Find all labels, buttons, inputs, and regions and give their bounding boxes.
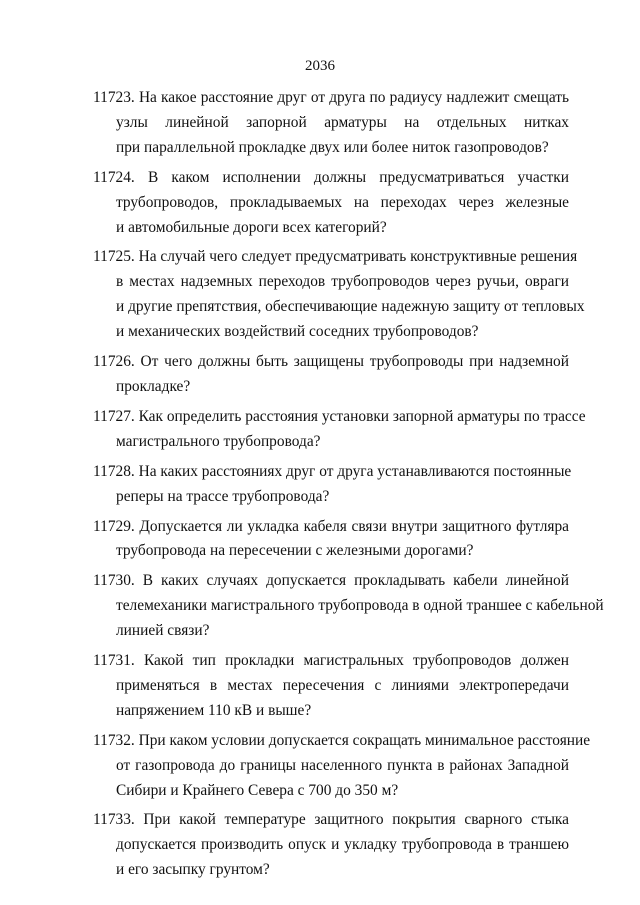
question-11728 xyxy=(93,460,572,510)
question-text: трубопроводов, прокладываемых на переходах через железные xyxy=(116,193,569,211)
question-11730 xyxy=(93,569,604,644)
question-text: прокладке? xyxy=(116,377,191,395)
question-text: В каких случаях допускается прокладывать кабели линейной xyxy=(142,572,569,590)
question-line xyxy=(93,729,591,754)
question-text: Как определить расстояния установки запорной арматуры по трассе xyxy=(138,407,586,425)
question-11732 xyxy=(93,729,591,804)
question-line xyxy=(93,405,586,430)
question-text: в местах надземных переходов трубопроводов через ручьи, овраги xyxy=(116,273,569,291)
question-11729 xyxy=(93,515,569,565)
question-text: реперы на трассе трубопровода? xyxy=(116,487,330,505)
question-line xyxy=(93,808,569,833)
question-text: На случай чего следует предусматривать конструктивные решения xyxy=(138,248,578,266)
question-text: На какое расстояние друг от друга по радиусу надлежит смещать xyxy=(138,89,569,106)
question-11724 xyxy=(93,166,569,241)
question-text: и другие препятствия, обеспечивающие надежную защиту от тепловых xyxy=(116,298,585,316)
question-text: линией связи? xyxy=(116,622,210,640)
question-number: 11729. xyxy=(93,517,135,535)
question-text: и его засыпку грунтом? xyxy=(116,861,270,879)
question-text: телемеханики магистрального трубопровода в одной траншее с кабельной xyxy=(116,597,604,615)
question-number: 11731. xyxy=(93,652,135,670)
page-number: 2036 xyxy=(305,58,335,74)
question-11727 xyxy=(93,405,586,455)
question-list xyxy=(93,86,604,888)
question-text: От чего должны быть защищены трубопроводы при надземной xyxy=(140,353,569,371)
question-11733 xyxy=(93,808,569,883)
question-line xyxy=(93,569,569,594)
question-number: 11727. xyxy=(93,407,135,425)
question-text: Допускается ли укладка кабеля связи внутри защитного футляра xyxy=(139,517,569,535)
question-line xyxy=(93,460,572,485)
question-11725 xyxy=(93,245,585,345)
question-11723 xyxy=(93,86,569,161)
question-11726 xyxy=(93,350,569,400)
question-number: 11730. xyxy=(93,572,135,590)
question-number: 11724. xyxy=(93,168,135,186)
question-text: магистрального трубопровода? xyxy=(116,432,321,450)
question-number: 11733. xyxy=(93,811,135,829)
question-line xyxy=(93,350,569,375)
question-text: При каком условии допускается сокращать минимальное расстояние xyxy=(138,731,591,749)
question-number: 11728. xyxy=(93,462,135,480)
question-text: и механических воздействий соседних трубопроводов? xyxy=(116,323,479,341)
question-number: 11726. xyxy=(93,353,135,371)
question-11731 xyxy=(93,649,569,724)
question-text: при параллельной прокладке двух или более ниток газопроводов? xyxy=(116,138,549,156)
question-line xyxy=(93,86,569,111)
question-text: На каких расстояниях друг от друга устанавливаются постоянные xyxy=(138,462,572,480)
question-number: 11725. xyxy=(93,248,135,266)
question-line xyxy=(93,166,569,191)
question-text: трубопровода на пересечении с железными дорогами? xyxy=(116,542,474,560)
question-number: 11723. xyxy=(93,89,135,106)
question-line xyxy=(93,245,578,270)
question-text: Какой тип прокладки магистральных трубопроводов должен xyxy=(143,652,569,670)
question-text: допускается производить опуск и укладку трубопровода в траншею xyxy=(116,836,569,854)
question-text: узлы линейной запорной арматуры на отдельных нитках xyxy=(116,113,569,131)
question-line xyxy=(93,649,569,674)
question-text: В каком исполнении должны предусматриваться участки xyxy=(147,168,569,186)
question-text: Сибири и Крайнего Севера с 700 до 350 м? xyxy=(116,781,399,799)
question-text: напряжением 110 кВ и выше? xyxy=(116,701,312,719)
question-text: и автомобильные дороги всех категорий? xyxy=(116,218,387,236)
question-text: от газопровода до границы населенного пункта в районах Западной xyxy=(116,756,569,774)
question-line xyxy=(93,515,569,540)
question-text: применяться в местах пересечения с линиями электропередачи xyxy=(116,676,569,694)
question-text: При какой температуре защитного покрытия сварного стыка xyxy=(143,811,569,829)
question-number: 11732. xyxy=(93,731,135,749)
